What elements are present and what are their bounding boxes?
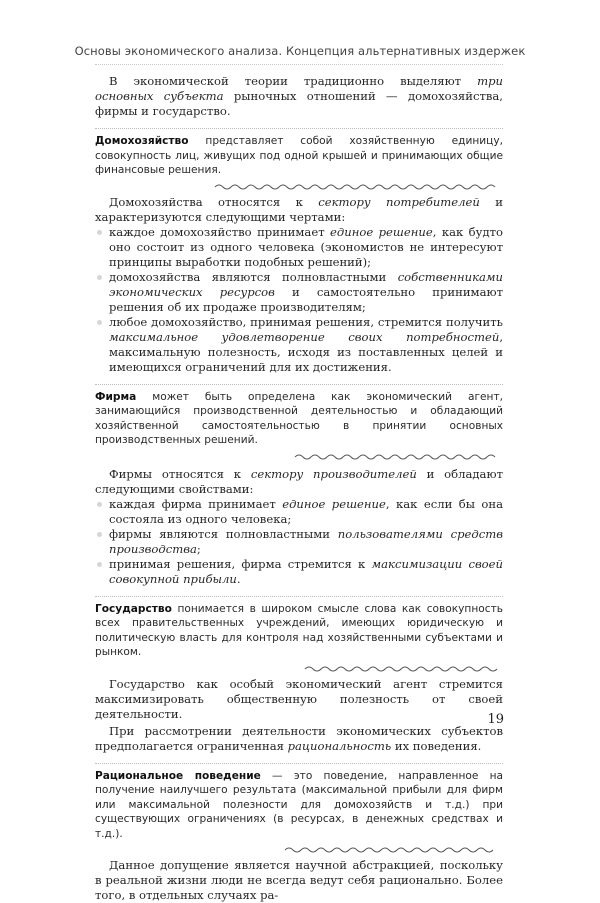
- definition-term: Фирма: [95, 390, 137, 403]
- running-header: Основы экономического анализа. Концепция альтернативных издержек: [74, 44, 526, 58]
- list-item: фирмы являются полновластными пользователями средств производства;: [95, 527, 503, 557]
- firm-lead: Фирмы относятся к сектору производителей и обладают следующими свойствами:: [95, 466, 503, 496]
- definition-term: Рациональное поведение: [95, 769, 261, 782]
- wavy-rule: [95, 183, 503, 191]
- page-body: [95, 74, 503, 903]
- state-paragraph: Государство как особый экономический агент стремится максимизировать общественную полезность от своей деятельности.: [95, 676, 503, 721]
- household-traits-list: [95, 225, 503, 375]
- definition-state: Государство понимается в широком смысле слова как совокупность всех правительственных учреждений, имеющих юридическую и политическую власть для контроля над хозяйственными субъектами и рынком.: [95, 596, 503, 664]
- page-number: 19: [487, 712, 504, 727]
- list-item: каждая фирма принимает единое решение, как если бы она состояла из одного человека;: [95, 497, 503, 527]
- wavy-rule: [95, 665, 503, 673]
- list-item: домохозяйства являются полновластными собственниками экономических ресурсов и самостоятельно принимают решения об их продаже производителям;: [95, 270, 503, 315]
- list-item: любое домохозяйство, принимая решения, стремится получить максимальное удовлетворение своих потребностей, максимальную полезность, исходя из поставленных целей и имеющихся ограничений для их достижения.: [95, 315, 503, 375]
- definition-term: Домохозяйство: [95, 135, 189, 147]
- definition-firm: Фирма может быть определена как экономический агент, занимающийся производственной деятельностью и обладающий хозяйственной самостоятельностью в принятии основных производственных решений.: [95, 384, 503, 452]
- rationality-paragraph: При рассмотрении деятельности экономических субъектов предполагается ограниченная рациональность их поведения.: [95, 723, 503, 753]
- firm-traits-list: [95, 497, 503, 587]
- definition-term: Государство: [95, 602, 172, 615]
- intro-paragraph: В экономической теории традиционно выделяют три основных субъекта рыночных отношений — домохозяйства, фирмы и государство.: [95, 74, 503, 118]
- definition-household: Домохозяйство представляет собой хозяйственную единицу, совокупность лиц, живущих под одной крышей и принимающих общие финансовые решения.: [95, 128, 503, 182]
- wavy-rule: [95, 453, 503, 461]
- closing-paragraph: Данное допущение является научной абстракцией, поскольку в реальной жизни люди не всегда ведут себя рационально. Более того, в отдельных случаях ра-: [95, 858, 503, 902]
- household-lead: Домохозяйства относятся к сектору потребителей и характеризуются следующими чертами:: [95, 194, 503, 224]
- list-item: принимая решения, фирма стремится к максимизации своей совокупной прибыли.: [95, 557, 503, 587]
- wavy-rule: [95, 846, 503, 854]
- header-rule: [95, 64, 503, 65]
- list-item: каждое домохозяйство принимает единое решение, как будто оно состоит из одного человека (экономистов не интересуют принципы выработки подобных решений);: [95, 225, 503, 270]
- definition-rational-behavior: Рациональное поведение — это поведение, направленное на получение наилучшего результата (максимальной прибыли для фирм или максимальной полезности для домохозяйств и т.д.) при существующих ограничениях (в ресурсах, в денежных средствах и т.д.).: [95, 763, 503, 846]
